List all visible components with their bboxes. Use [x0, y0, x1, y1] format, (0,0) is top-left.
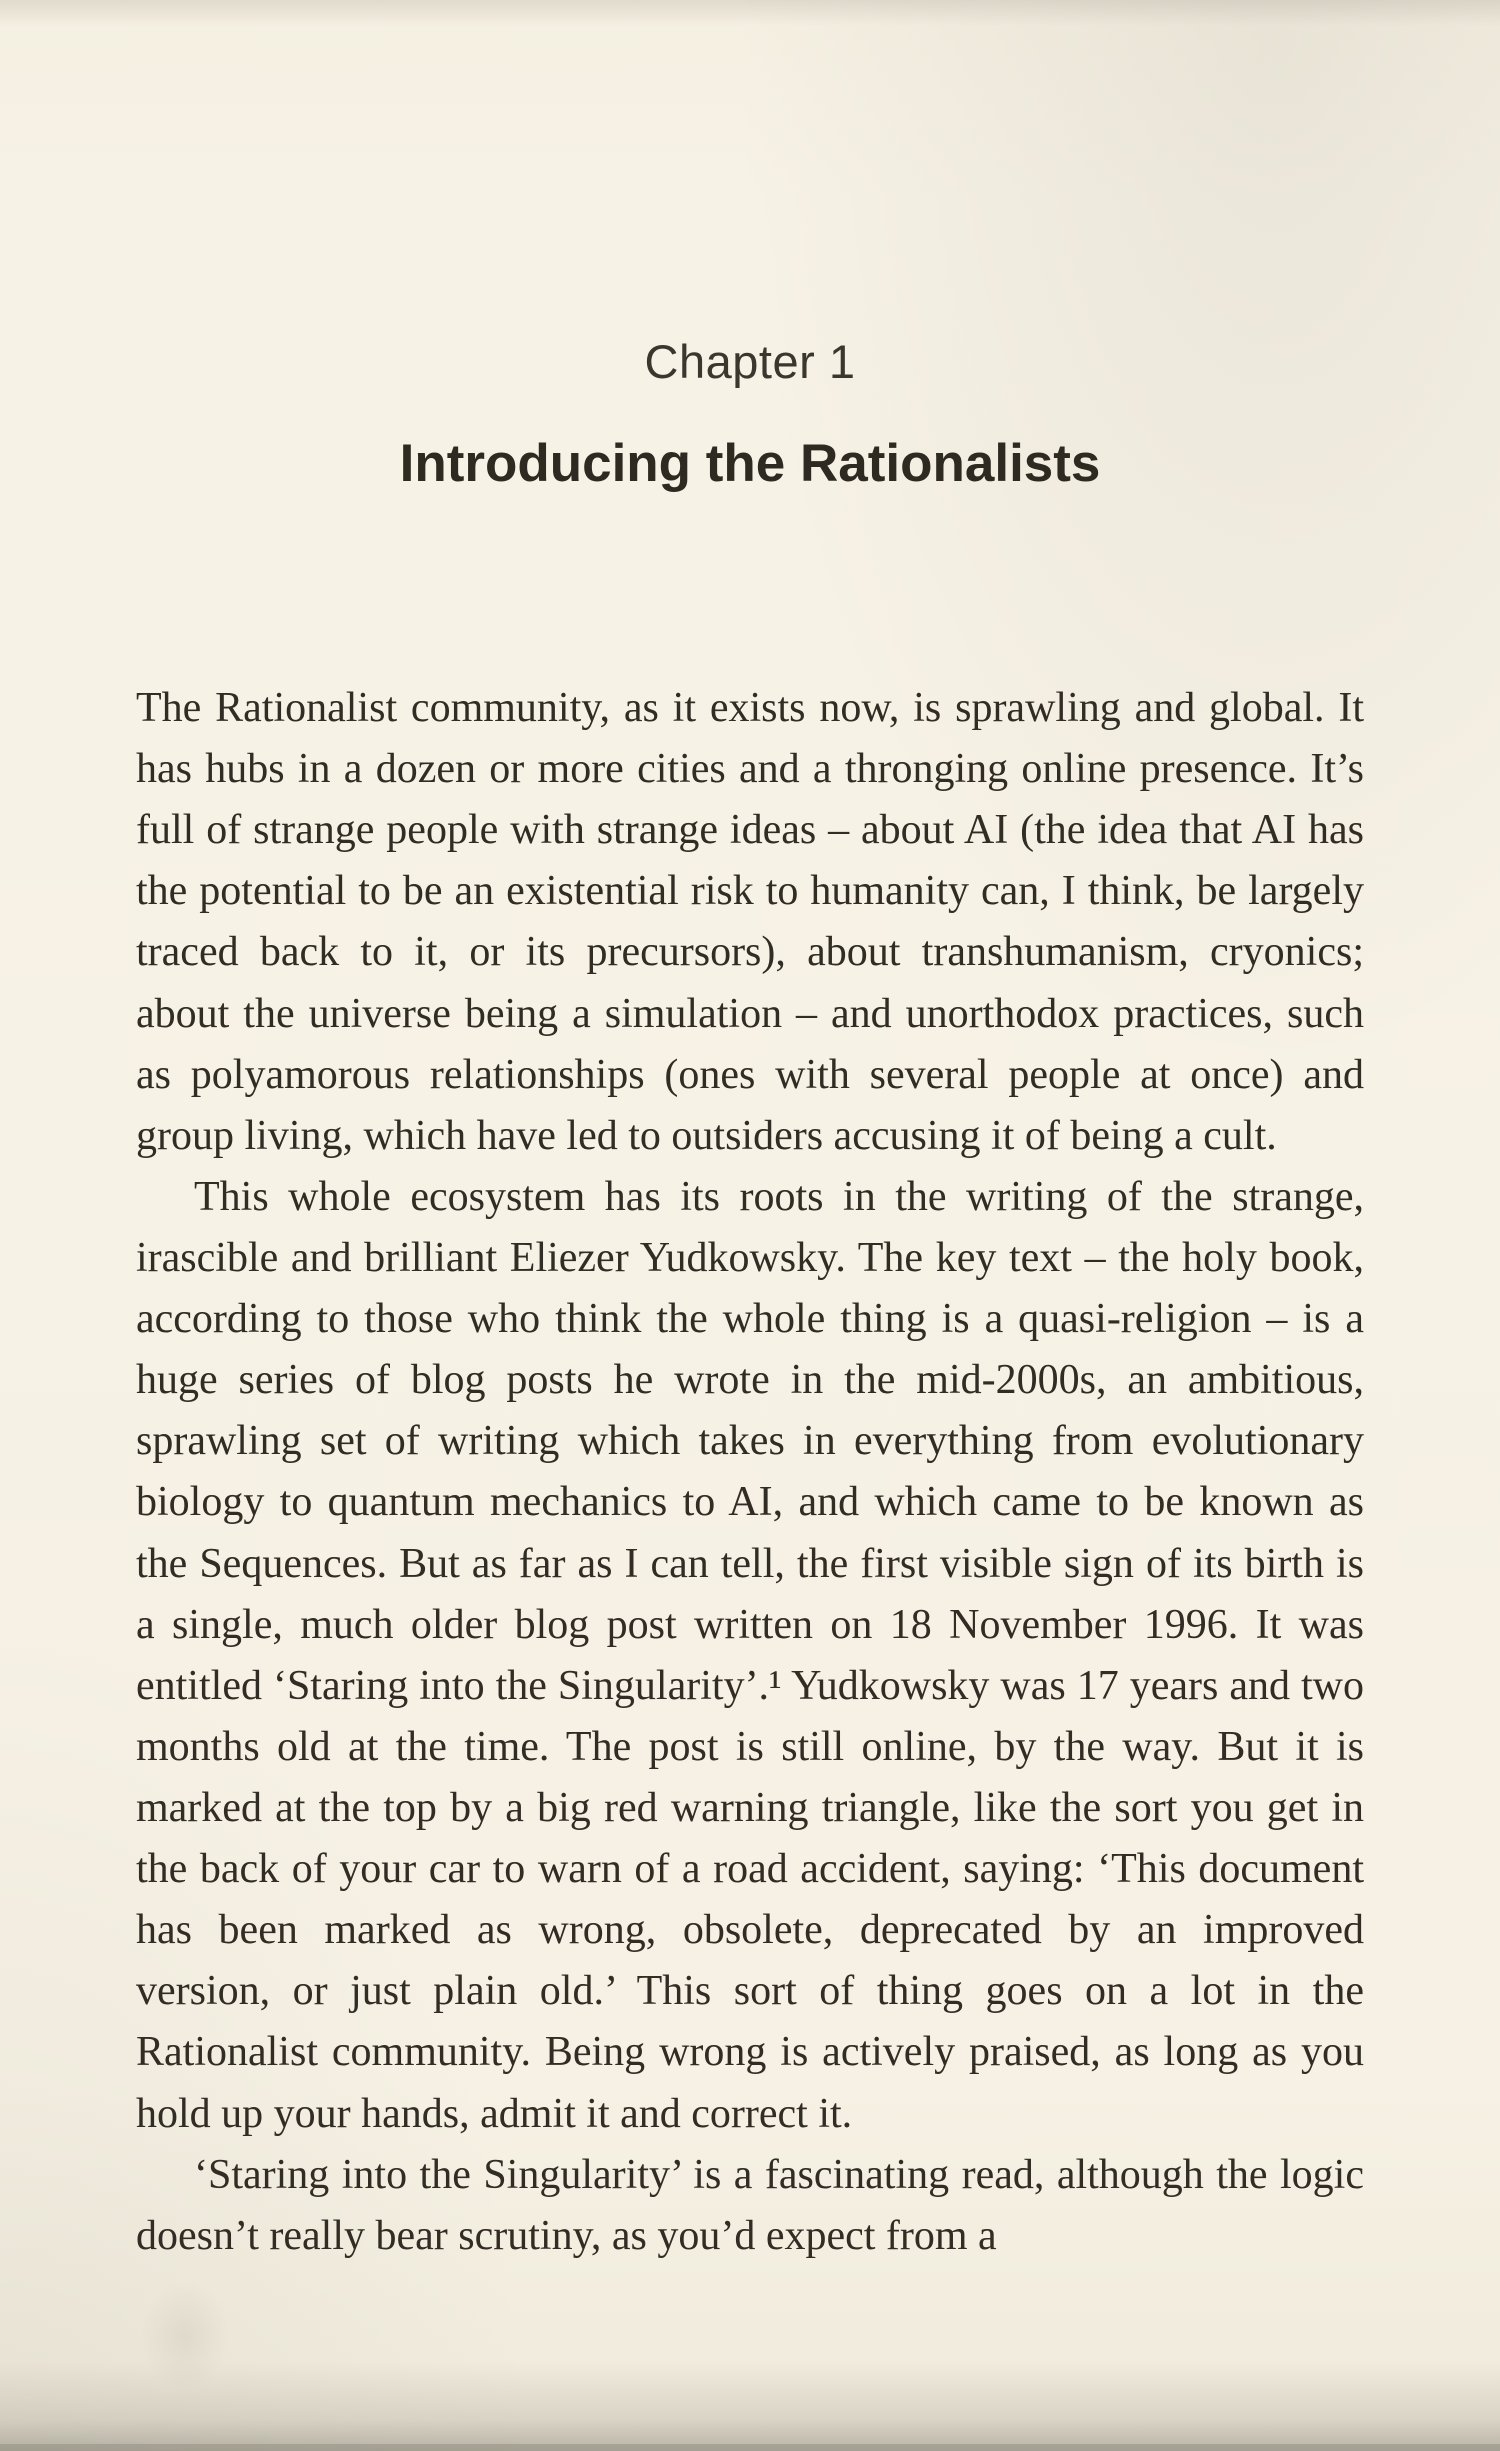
paragraph-3: ‘Staring into the Singularity’ is a fascinating read, although the logic doesn’t really bear scrutiny, as you’d expect from a	[136, 2151, 1364, 2259]
scan-artifact-bottom-edge	[0, 2361, 1500, 2451]
body-text	[136, 678, 1364, 2267]
chapter-heading-block	[0, 0, 1500, 493]
scan-artifact-smudge	[140, 2281, 230, 2391]
scan-artifact-bottom-line	[0, 2444, 1500, 2451]
paragraph-1: The Rationalist community, as it exists now, is sprawling and global. It has hubs in a dozen or more cities and a thronging online presence. It’s full of strange people with strange ideas – about AI (the idea that AI has the potential to be an existential risk to humanity can, I think, be largely traced back to it, or its precursors), about transhumanism, cryonics; about the universe being a simulation – and unorthodox practices, such as polyamorous relationships (ones with several people at once) and group living, which have led to outsiders accusing it of being a cult.	[136, 685, 1364, 1159]
paragraph-2: This whole ecosystem has its roots in the writing of the strange, irascible and brilliant Eliezer Yudkowsky. The key text – the holy book, according to those who think the whole thing is a quasi-religion – is a huge series of blog posts he wrote in the mid-2000s, an ambitious, sprawling set of writing which takes in everything from evolutionary biology to quantum mechanics to AI, and which came to be known as the Sequences. But as far as I can tell, the first visible sign of its birth is a single, much older blog post written on 18 November 1996. It was entitled ‘Staring into the Singularity’.¹ Yudkowsky was 17 years and two months old at the time. The post is still online, by the way. But it is marked at the top by a big red warning triangle, like the sort you get in the back of your car to warn of a road accident, saying: ‘This document has been marked as wrong, obsolete, deprecated by an improved version, or just plain old.’ This sort of thing goes on a lot in the Rationalist community. Being wrong is actively praised, as long as you hold up your hands, admit it and correct it.	[136, 1173, 1364, 2137]
chapter-label: Chapter 1	[644, 335, 856, 388]
chapter-title: Introducing the Rationalists	[399, 434, 1101, 493]
